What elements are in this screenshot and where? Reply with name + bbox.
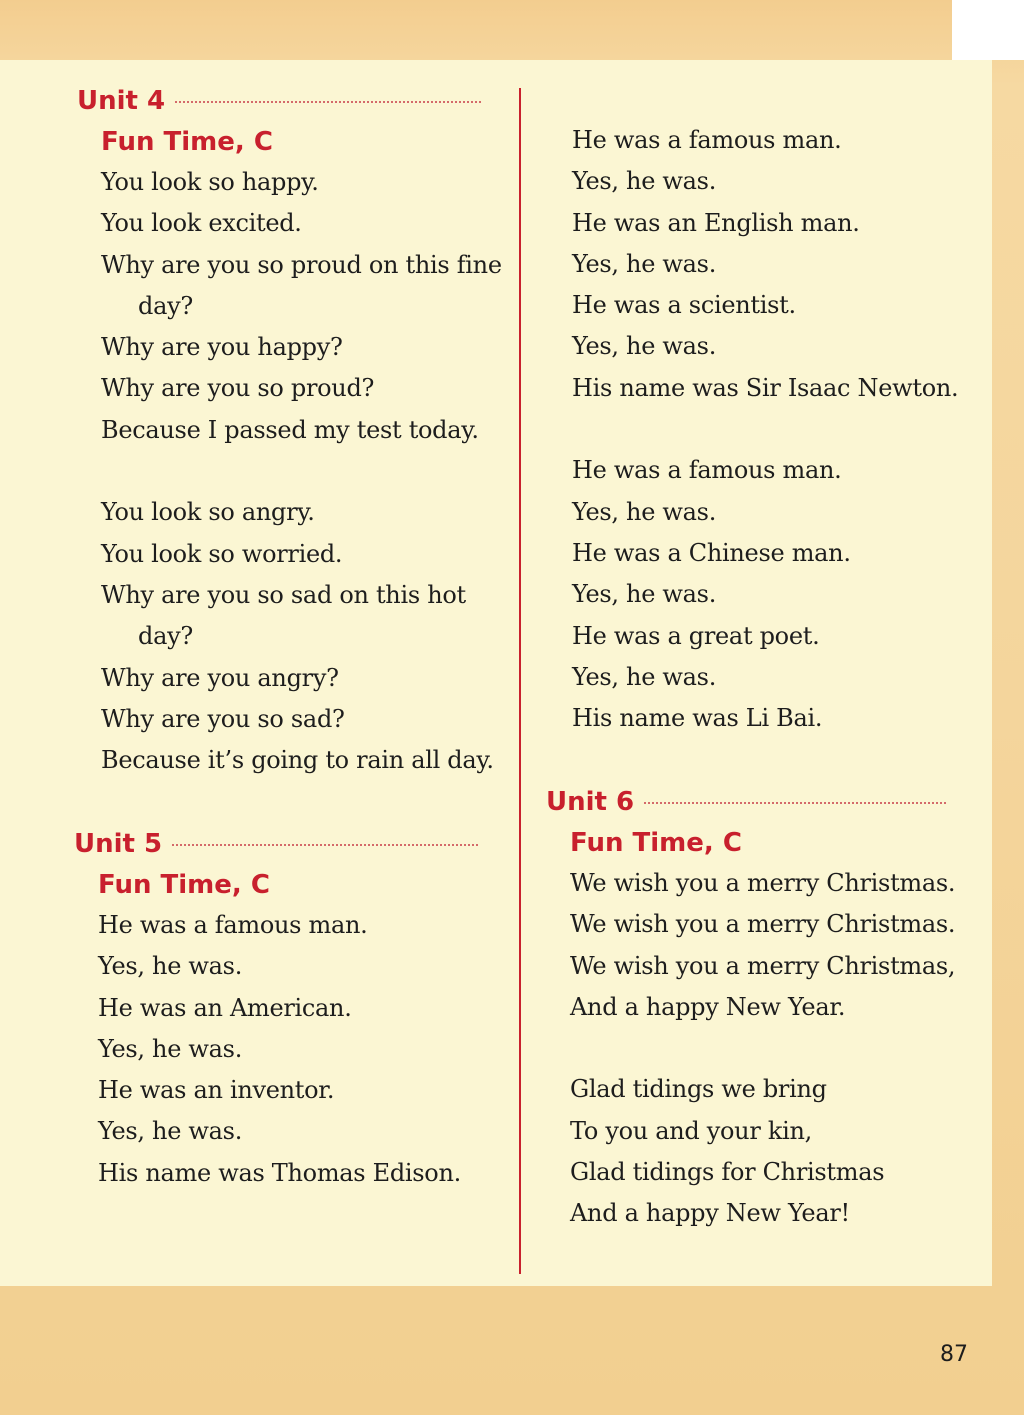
unit-6-title: Unit 6	[546, 787, 635, 817]
lyric-line: He was a great poet.	[572, 621, 820, 650]
lyric-line: He was a Chinese man.	[572, 538, 851, 567]
lyric-line: Why are you happy?	[101, 333, 343, 362]
lyric-line: Why are you angry?	[101, 663, 339, 692]
heading-dotted-rule	[175, 100, 481, 103]
lyric-line: Yes, he was.	[572, 332, 717, 361]
lyric-line: day?	[138, 291, 193, 320]
lyric-line: Yes, he was.	[572, 497, 717, 526]
lyric-line: Why are you so proud on this fine	[101, 250, 502, 279]
page-corner	[952, 0, 1024, 60]
lyric-line: He was an English man.	[572, 208, 860, 237]
lyric-line: We wish you a merry Christmas.	[570, 869, 956, 897]
lyric-line: Yes, he was.	[98, 1117, 243, 1146]
lyric-line: Yes, he was.	[572, 167, 717, 196]
lyric-line: And a happy New Year!	[570, 1199, 850, 1228]
unit-5-lyrics-left	[98, 905, 461, 1194]
lyric-line: Because I passed my test today.	[101, 415, 479, 444]
page-number: 87	[940, 1342, 968, 1367]
lyric-line: He was a famous man.	[572, 456, 842, 485]
lyric-line: Yes, he was.	[98, 952, 243, 981]
lyric-line: To you and your kin,	[570, 1116, 812, 1145]
unit-6-heading	[546, 787, 946, 817]
lyric-line: He was an inventor.	[98, 1076, 335, 1105]
unit-5-subtitle: Fun Time, C	[98, 870, 270, 900]
heading-dotted-rule	[172, 843, 478, 846]
lyric-line: We wish you a merry Christmas,	[570, 951, 956, 980]
lyric-line: You look so angry.	[101, 498, 315, 527]
unit-4-title: Unit 4	[77, 86, 166, 116]
lyric-line: His name was Sir Isaac Newton.	[572, 373, 959, 402]
unit-4-lyrics	[101, 162, 502, 781]
lyric-line: We wish you a merry Christmas.	[570, 910, 956, 939]
lyric-line: His name was Li Bai.	[572, 704, 823, 733]
lyric-line: He was a famous man.	[572, 126, 842, 154]
lyric-line: He was a famous man.	[98, 911, 368, 939]
lyric-line: Glad tidings we bring	[570, 1075, 827, 1104]
lyric-line: You look so happy.	[101, 168, 319, 196]
lyric-line: His name was Thomas Edison.	[98, 1158, 461, 1187]
unit-6-lyrics	[570, 863, 955, 1235]
lyric-line: Why are you so proud?	[101, 374, 375, 403]
lyric-line: Because it’s going to rain all day.	[101, 746, 494, 775]
stanza-gap	[572, 409, 958, 450]
lyric-line: He was an American.	[98, 993, 352, 1022]
column-divider	[519, 88, 521, 1274]
lyric-line: You look so worried.	[101, 539, 343, 568]
unit-4-subtitle: Fun Time, C	[101, 127, 273, 157]
lyric-line: Yes, he was.	[572, 580, 717, 609]
lyric-line: Glad tidings for Christmas	[570, 1158, 885, 1187]
stanza-gap	[101, 451, 502, 492]
stanza-gap	[570, 1028, 955, 1069]
lyric-line: He was a scientist.	[572, 291, 796, 320]
unit-4-heading	[77, 86, 481, 116]
lyric-line: Yes, he was.	[572, 249, 717, 278]
lyric-line: Why are you so sad on this hot	[101, 580, 466, 609]
lyric-line: You look excited.	[101, 209, 302, 238]
unit-5-heading	[74, 829, 478, 859]
unit-5-lyrics-right	[572, 120, 958, 739]
lyric-line: Yes, he was.	[98, 1034, 243, 1063]
lyric-line: Why are you so sad?	[101, 704, 345, 733]
lyric-line: day?	[138, 622, 193, 651]
lyric-line: Yes, he was.	[572, 662, 717, 691]
heading-dotted-rule	[644, 801, 946, 804]
unit-6-subtitle: Fun Time, C	[570, 828, 742, 858]
unit-5-title: Unit 5	[74, 829, 163, 859]
lyric-line: And a happy New Year.	[570, 992, 846, 1021]
